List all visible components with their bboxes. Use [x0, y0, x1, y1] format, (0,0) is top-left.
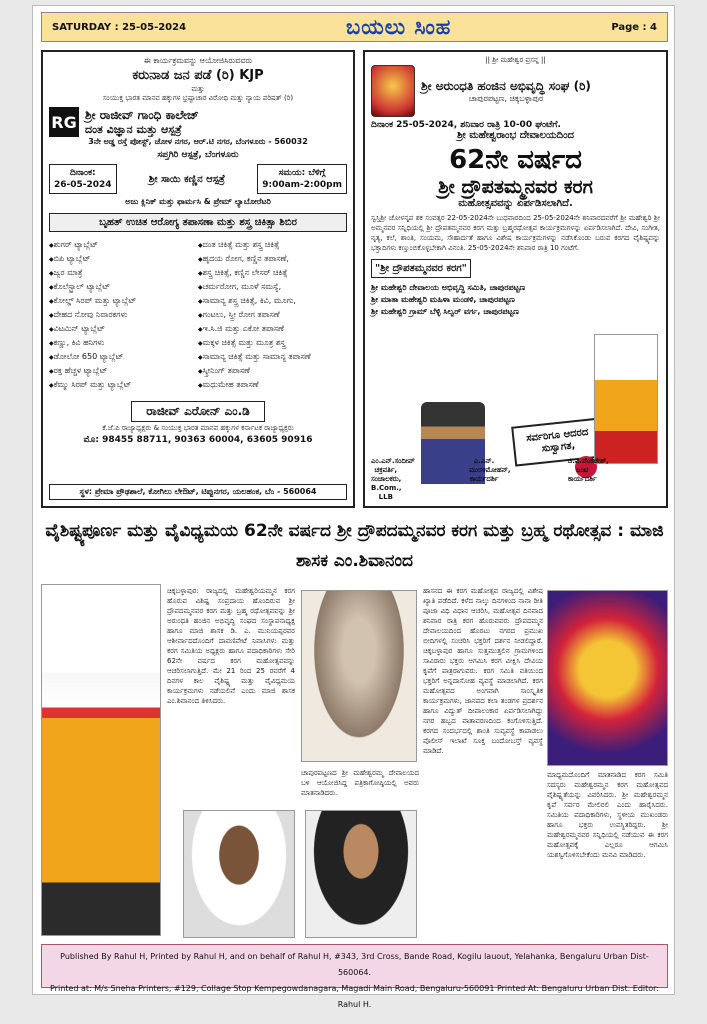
bearer-role: ಕಾರ್ಯದರ್ಶಿ: [469, 475, 499, 483]
list-item: ◆ ಗಂಟಲು, ಸ್ತ್ರೀ ರೋಗ ತಪಾಸಣೆ: [198, 308, 347, 322]
bearer-role: ಜಂಟಿ ಕಾರ್ಯದರ್ಶಿ: [567, 466, 597, 483]
list-item: ◆ ದೇಹದ ನೋವು ನಿವಾರಕಗಳು: [49, 308, 198, 322]
list-item: ◆ ದಂತ ಚಿಕಿತ್ಸೆ ಮತ್ತು ಶಸ್ತ್ರ ಚಿಕಿತ್ಸೆ: [198, 238, 347, 252]
and-text: ಮತ್ತು: [191, 85, 205, 93]
college-logo: RG: [49, 107, 79, 137]
office-bearers: [371, 457, 660, 502]
list-item: ◆ ರಕ್ತ ಹೆಚ್ಚಳ ಟ್ಯಾಬ್ಲೆಟ್: [49, 364, 198, 378]
goddess-image: [371, 65, 415, 117]
list-item: ◆ ವಿಟಮಿನ್ ಟ್ಯಾಬ್ಲೆಟ್: [49, 322, 198, 336]
bearer-role: ಸಂಚಾಲಕರು, B.Com., LLB: [371, 475, 402, 501]
bearer-2: [469, 457, 561, 502]
camp-time-box: [257, 164, 347, 194]
former-mla-photo: [301, 590, 417, 762]
organizer-item: ಶ್ರೀ ಮಾತಾ ಮಹೇಶ್ವರಿ ಮಹಿಳಾ ಮಂಡಳಿ, ಚಾಪುರಪಟ್ಟಣ: [371, 295, 515, 304]
page-number: Page : 4: [611, 21, 657, 33]
article-column-3: ಚಾಪುರಪಟ್ಟಣದ ಶ್ರೀ ಮಹೇಶ್ವರಮ್ಮ ದೇವಾಲಯದ ಬಳಿ ಆಯೋಜಿಸಿದ್ದ ಪತ್ರಿಕಾಗೋಷ್ಠಿಯಲ್ಲಿ ಅವರು ಮಾತನಾಡಿದರು.: [301, 769, 419, 797]
year-heading: 62ನೇ ವರ್ಷದ: [449, 145, 582, 175]
services-lists: [49, 238, 347, 392]
list-item: ◆ ಮಧುಮೇಹ ತಪಾಸಣೆ: [198, 378, 347, 392]
medicine-list: [49, 238, 198, 392]
list-item: ◆ ಇ.ಸಿ.ಜಿ ಮತ್ತು ಎಕೋ ತಪಾಸಣೆ: [198, 322, 347, 336]
footer-line-2: Printed at: M/s Sneha Printers, #129, Collage Stop Kempegowdanagara, Magadi Main Road, Bengaluru-560091 Printed At: Bengaluru Urban Dist. Editor: Rahul H.: [50, 984, 659, 1009]
list-item: ◆ ಸಾಮಾನ್ಯ ಚಿಕಿತ್ಸೆ ಮತ್ತು ಸಾಮಾನ್ಯ ತಪಾಸಣೆ: [198, 350, 347, 364]
college-address: 3ನೇ ಅಡ್ಡ ರಸ್ತೆ ಪೋಸ್ಟ್, ಚೋಳ ನಗರ, ಆರ್.ಟಿ ನಗರ, ಬೆಂಗಳೂರು - 560032: [88, 137, 308, 146]
organizer-line: ಈ ಕಾರ್ಯಕ್ರಮವನ್ನು ಆಯೋಜಿಸಿರುವವರು: [143, 56, 253, 65]
organizer-item: ಶ್ರೀ ಮಹೇಶ್ವರಿ ದೇವಾಲಯ ಅಭಿವೃದ್ಧಿ ಸಮಿತಿ, ಚಾಪುರಪಟ್ಟಣ: [371, 283, 526, 292]
karaga-title: ಶ್ರೀ ದ್ರೌಪತಮ್ಮನವರ ಕರಗ: [438, 176, 593, 198]
issue-date: SATURDAY : 25-05-2024: [52, 21, 187, 33]
second-hospital: ಶ್ರೀ ಸಾಯಿ ಕಣ್ಣಿನ ಆಸ್ಪತ್ರೆ: [148, 173, 225, 185]
list-item: ◆ ಡೋಲೋ 650 ಟ್ಯಾಬ್ಲೆಟ್: [49, 350, 198, 364]
hospital-name: ಸಪ್ತಗಿರಿ ಆಸ್ಪತ್ರೆ, ಬೆಂಗಳೂರು: [157, 150, 239, 160]
mahotsava-line: ಮಹೋತ್ಸವವನ್ನು ಏರ್ಪಡಿಸಲಾಗಿದೆ.: [458, 198, 573, 209]
association-place: ಚಾಪುರಪಟ್ಟಣ, ಚಿಕ್ಕಬಳ್ಳಾಪುರ: [468, 93, 544, 103]
association-name: ಶ್ರೀ ಅರುಂಧತಿ ಹಂಜಿನ ಅಭಿವೃದ್ಧಿ ಸಂಘ (ರಿ): [421, 78, 591, 93]
list-item: ◆ ಕೋಲ್ಡ್ ಸಿರಪ್ ಮತ್ತು ಟ್ಯಾಬ್ಲೆಟ್: [49, 294, 198, 308]
date-label: ದಿನಾಂಕ:: [69, 168, 96, 178]
list-item: ◆ ಶುಗರ್ ಟ್ಯಾಬ್ಲೆಟ್: [49, 238, 198, 252]
festival-description: ಸ್ವಸ್ತಿಶ್ರೀ ಚೋಳನೃಪ ಶಕ ಸಂವತ್ಸರ 22-05-2024ನೇ ಬುಧವಾರದಿಂದ 25-05-2024ನೇ ಶನಿವಾರದವರೆಗೆ ಶ್ರೀ ಮಹೇಶ್ವರಿ ಶ್ರೀ ಅಮ್ಮನವರ ಸನ್ನಿಧಿಯಲ್ಲಿ ಶ್ರೀ ದ್ರೌಪತಮ್ಮನವರ ಕರಗ ಮತ್ತು ಬ್ರಹ್ಮರಥೋತ್ಸವ ಕಾರ್ಯಕ್ರಮಗಳನ್ನು ಏರ್ಪಡಿಸಲಾಗಿದೆ. ದೇವಿ, ಸಂಗೀತ, ನೃತ್ಯ, ಕಲೆ, ಶಾಂತಿ, ಸಂಯಮ, ಸೌಹಾರ್ದತೆ ಹಾಗೂ ವಿಶೇಷ ಕಾರ್ಯಕ್ರಮಗಳನ್ನು ನಡೆಸಿಕೊಂಡು ಬರುವ ಕರಗದ ವೈಶಿಷ್ಟ್ಯವನ್ನು ಭಕ್ತಾದಿಗಳು ಕಣ್ತುಂಬಿಕೊಳ್ಳಬೇಕಾಗಿ ವಿನಂತಿ. 25-05-2024ನೇ ಶನಿವಾರ ರಾತ್ರಿ 10 ಗಂಟೆಗೆ.: [371, 214, 660, 252]
camp-title: ಬೃಹತ್ ಉಚಿತ ಆರೋಗ್ಯ ತಪಾಸಣಾ ಮತ್ತು ಶಸ್ತ್ರ ಚಿಕಿತ್ಸಾ ಶಿಬಿರ: [49, 213, 347, 232]
person-photo-1: [183, 810, 295, 938]
welcome-stamp: ಸರ್ವರಿಗೂ ಆದರದ ಸುಸ್ವಾಗತ,: [511, 417, 605, 466]
list-item: ◆ ಚರ್ಮರೋಗ, ಮೂಳೆ ಸಮಸ್ಯೆ,: [198, 280, 347, 294]
party-name: ಕರುನಾಡ ಜನ ಪಡೆ (ರಿ) KJP: [132, 68, 264, 83]
list-item: ◆ ಕೊಲೆಸ್ಟ್ರಾಲ್ ಟ್ಯಾಬ್ಲೆಟ್: [49, 280, 198, 294]
publisher-footer: [41, 944, 668, 1009]
doctor-designation: ಕೆ.ಜೆ.ಪಿ ರಾಜ್ಯಾಧ್ಯಕ್ಷರು & ಸಂಯುಕ್ತ ಭಾರತ ಮಾನವ ಹಕ್ಕುಗಳ ಕರ್ನಾಟಕ ರಾಜ್ಯಾಧ್ಯಕ್ಷರು: [102, 424, 294, 432]
contact-phone: ಮೊ: 98455 88711, 90363 60004, 63605 90916: [83, 435, 313, 445]
list-item: ◆ ಜ್ವರ ಮಾತ್ರೆ: [49, 266, 198, 280]
newspaper-title: ಬಯಲು ಸಿಂಹ: [346, 14, 452, 39]
list-item: ◆ ಮಕ್ಕಳ ಚಿಕಿತ್ಸೆ ಮತ್ತು ಮೂತ್ರ ಶಸ್ತ್ರ: [198, 336, 347, 350]
invocation: || ಶ್ರೀ ಮಹೇಶ್ವರ ಪ್ರಸನ್ನ ||: [485, 56, 546, 64]
list-item: ◆ ಕಣ್ಣು, ಕಿವಿ ಹನಿಗಳು: [49, 336, 198, 350]
karaga-label-box: "ಶ್ರೀ ದ್ರೌಪತಮ್ಮನವರ ಕರಗ": [371, 259, 471, 278]
camp-date-box: [49, 164, 117, 194]
camp-date: 26-05-2024: [54, 180, 112, 190]
karaga-bearer-photo: [41, 584, 161, 936]
karaga-photo: [594, 334, 658, 464]
camp-time: 9:00am-2:00pm: [262, 180, 342, 190]
bearer-3: [568, 457, 660, 502]
bearer-name: ಎಂ.ಎನ್.ಸಂದೀಪ್ ಚಕ್ರವರ್ತಿ,: [371, 457, 415, 474]
person-photo-2: [305, 810, 417, 938]
treatment-list: [198, 238, 347, 392]
newspaper-page: [32, 5, 675, 1009]
footer-line-1: Published By Rahul H, Printed by Rahul H, and on behalf of Rahul H, #343, 3rd Cross, Bande Road, Kogilu lauout, Yelahanka, Bengaluru Urban Dist-560064.: [60, 952, 649, 977]
karaga-festival-ad: [363, 50, 668, 508]
event-date-line: ದಿನಾಂಕ 25-05-2024, ಶನಿವಾರ ರಾತ್ರಿ 10-00 ಘಂಟೆಗೆ.: [371, 120, 561, 130]
time-label: ಸಮಯ: ಬೆಳಿಗ್ಗೆ: [278, 168, 326, 178]
list-item: ◆ ಸಾಮಾನ್ಯ ಶಸ್ತ್ರ ಚಿಕಿತ್ಸೆ, ಕಿವಿ, ಮೂಗು,: [198, 294, 347, 308]
bearer-name: ಎ.ಎನ್. ಮುರಳಿಮೋಹನ್,: [469, 457, 511, 474]
sub-organization: ಸಂಯುಕ್ತ ಭಾರತ ಮಾನವ ಹಕ್ಕುಗಳ ಭ್ರಷ್ಟಾಚಾರ ವಿರೋಧಿ ಮತ್ತು ನ್ಯಾಯ ಪರಿಷತ್ (ರಿ): [102, 94, 294, 102]
masthead: [41, 12, 668, 42]
list-item: ◆ ಬಿಪಿ ಟ್ಯಾಬ್ಲೆಟ್: [49, 252, 198, 266]
list-item: ◆ ಸ್ಕ್ರೀನಿಂಗ್ ತಪಾಸಣೆ: [198, 364, 347, 378]
article-headline: ವೈಶಿಷ್ಟ್ಯಪೂರ್ಣ ಮತ್ತು ವೈವಿಧ್ಯಮಯ 62ನೇ ವರ್ಷದ ಶ್ರೀ ದ್ರೌಪದಮ್ಮನವರ ಕರಗ ಮತ್ತು ಬ್ರಹ್ಮ ರಥೋತ್ಸವ : ಮಾಜಿ ಶಾಸಕ ಎಂ.ಶಿವಾನಂದ: [45, 521, 664, 571]
clinic-name: ಅಜು ಕ್ಲಿನಿಕ್ ಮತ್ತು ಫಾರ್ಮಸಿ & ಪ್ರೇಮ್ ಲ್ಯಾಬೋರೆಟರಿ: [125, 197, 271, 206]
article-column-2: ಹಾಸನದ ಈ ಕರಗ ಮಹೋತ್ಸವ ರಾಜ್ಯದಲ್ಲಿ ವಿಶೇಷ ಖ್ಯಾತಿ ಪಡೆದಿದೆ. ಕಳೆದ ನಾಲ್ಕು ದಿನಗಳಿಂದ ನಾನಾ ರೀತಿ ಪೂಜಾ ವಿಧಿ ವಿಧಾನ ಆಚರಿಸಿ, ಮಹೋತ್ಸವ ದಿನವಾದ ಶನಿವಾರ ರಾತ್ರಿ ಕರಗ ಹೊರುವವರು ದ್ರೌಪದಮ್ಮನ ದೇವಾಲಯದಿಂದ ಹೊರಟು ನಗರದ ಪ್ರಮುಖ ಬೀದಿಗಳಲ್ಲಿ ಸಂಚರಿಸಿ ಭಕ್ತರಿಗೆ ದರ್ಶನ ನೀಡಲಿದ್ದಾರೆ. ಚಿಕ್ಕಬಳ್ಳಾಪುರ ಹಾಗೂ ಸುತ್ತಮುತ್ತಲಿನ ಗ್ರಾಮಗಳಿಂದ ಸಾವಿರಾರು ಭಕ್ತರು ಆಗಮಿಸಿ ಕರಗ ವೀಕ್ಷಿಸಿ ದೇವಿಯ ಕೃಪೆಗೆ ಪಾತ್ರರಾಗುವರು. ಕರಗ ಸಮಿತಿ ವತಿಯಿಂದ ಭಕ್ತರಿಗೆ ಅನ್ನದಾಸೋಹ ವ್ಯವಸ್ಥೆ ಮಾಡಲಾಗಿದೆ. ಕರಗ ಮಹೋತ್ಸವದ ಅಂಗವಾಗಿ ಸಾಂಸ್ಕೃತಿಕ ಕಾರ್ಯಕ್ರಮಗಳು, ಜಾನಪದ ಕಲಾ ತಂಡಗಳ ಪ್ರದರ್ಶನ ಹಾಗೂ ವಿದ್ಯುತ್ ದೀಪಾಲಂಕಾರ ಏರ್ಪಡಿಸಲಾಗಿದ್ದು ನಗರ ಹಬ್ಬದ ವಾತಾವರಣದಿಂದ ಕಂಗೊಳಿಸುತ್ತಿದೆ. ಕರಗದ ಸಂದರ್ಭದಲ್ಲಿ ಶಾಂತಿ ಸುವ್ಯವಸ್ಥೆ ಕಾಪಾಡಲು ಪೊಲೀಸ್ ಇಲಾಖೆ ಸೂಕ್ತ ಬಂದೋಬಸ್ತ್ ವ್ಯವಸ್ಥೆ ಮಾಡಿದೆ.: [423, 587, 543, 755]
goddess-photo: [547, 590, 668, 766]
temple-name: ಶ್ರೀ ಮಹೇಶ್ವರಾಂಭ ದೇವಾಲಯದಿಂದ: [456, 130, 575, 141]
list-item: ◆ ಹೃದಯ ರೋಗ, ಕಣ್ಣಿನ ತಪಾಸಣೆ,: [198, 252, 347, 266]
college-name: ಶ್ರೀ ರಾಜೀವ್ ಗಾಂಧಿ ಕಾಲೇಜ್: [85, 107, 199, 122]
article-column-1: ಚಿಕ್ಕಬಳ್ಳಾಪುರ: ರಾಜ್ಯದಲ್ಲಿ ಮಹೇಶ್ವರಿಯಮ್ಮನ ಕರಗ ಹೊರುವ ವಿಶಿಷ್ಟ ಸಂಪ್ರದಾಯ ಹೊಂದಿರುವ ಶ್ರೀ ದ್ರೌಪದಮ್ಮನವರ ಕರಗ ಮತ್ತು ಬ್ರಹ್ಮ ರಥೋತ್ಸವವನ್ನು ಶ್ರೀ ಅರುಂಧತಿ ಹಂಜಿನ ಅಭಿವೃದ್ಧಿ ಸಂಘದ ಸಂಸ್ಥಾಪನಾಧ್ಯಕ್ಷ ಹಾಗೂ ಮಾಜಿ ಶಾಸಕ ಡಿ. ಎ. ಮುನಿಯಪ್ಪರವರ ಆಶೀರ್ವಾದದೊಂದಿಗೆ ದಾವಣಿಪೇಟೆ ನಿವಾಸಿಗಳು ಮತ್ತು ಕರಗ ಸಮಿತಿಯ ಅಧ್ಯಕ್ಷರು ಹಾಗೂ ಪದಾಧಿಕಾರಿಗಳು ಸೇರಿ 62ನೇ ವರ್ಷದ ಕರಗ ಮಹೋತ್ಸವವನ್ನು ಆಚರಿಸಲಾಗುತ್ತಿದೆ. ಮೇ 21 ರಿಂದ 25 ರವರೆಗೆ 4 ದಿನಗಳ ಕಾಲ ವೈಶಿಷ್ಟ್ಯ ಮತ್ತು ವೈವಿಧ್ಯಮಯ ಕಾರ್ಯಕ್ರಮಗಳು ನಡೆಯಲಿವೆ ಎಂದು ಮಾಜಿ ಶಾಸಕ ಎಂ.ಶಿವಾನಂದ ತಿಳಿಸಿದರು.: [167, 587, 295, 705]
list-item: ◆ ಶಸ್ತ್ರ ಚಿಕಿತ್ಸೆ, ಕಣ್ಣಿನ ಲೇಸರ್ ಚಿಕಿತ್ಸೆ: [198, 266, 347, 280]
list-item: ◆ ಕೆಮ್ಮು ಸಿರಪ್ ಮತ್ತು ಟ್ಯಾಬ್ಲೆಟ್: [49, 378, 198, 392]
article-column-4: ಮಾಧ್ಯಮದೊಂದಿಗೆ ಮಾತನಾಡಿದ ಕರಗ ಸಮಿತಿ ಸದಸ್ಯರು ಮಹೇಶ್ವರಮ್ಮನ ಕರಗ ಮಹೋತ್ಸವದ ವೈಶಿಷ್ಟ್ಯತೆಯನ್ನು ವಿವರಿಸಿದರು. ಶ್ರೀ ಮಹೇಶ್ವರಮ್ಮನ ಕೃಪೆ ಸರ್ವರ ಮೇಲಿರಲಿ ಎಂದು ಹಾರೈಸಿದರು. ಸಮಿತಿಯ ಪದಾಧಿಕಾರಿಗಳು, ಸ್ಥಳೀಯ ಮುಖಂಡರು ಹಾಗೂ ಭಕ್ತರು ಉಪಸ್ಥಿತರಿದ್ದರು. ಶ್ರೀ ಮಹೇಶ್ವರಮ್ಮನವರ ಸನ್ನಿಧಿಯಲ್ಲಿ ನಡೆಯುವ ಈ ಕರಗ ಮಹೋತ್ಸವಕ್ಕೆ ಎಲ್ಲರೂ ಆಗಮಿಸಿ ಯಶಸ್ವಿಗೊಳಿಸಬೇಕೆಂದು ಮನವಿ ಮಾಡಿದರು.: [547, 771, 668, 859]
organizers-list: [371, 282, 660, 318]
organizer-item: ಶ್ರೀ ಮಹೇಶ್ವರಿ ಗ್ರಾಮ್ ಬೆಳ್ಳಿ ಸಿಲ್ವರ್ ವರ್ಗ, ಚಾಪುರಪಟ್ಟಣ: [371, 307, 519, 316]
department-name: ದಂತ ವಿಜ್ಞಾನ ಮತ್ತು ಆಸ್ಪತ್ರೆ: [85, 122, 182, 136]
doctor-name: ರಾಜೀವ್ ಎರೋನ್ ಎಂ.ಡಿ: [131, 401, 264, 422]
bearer-name: ಜಿ.ವಿ.ವೆಂಕಟೇಶ್,: [567, 457, 609, 465]
venue-address: ಸ್ಥಳ: ಪ್ರೇಮಾ ಪ್ರೌಢಶಾಲೆ, ಕೋಗಿಲು ಲೇಔಟ್, ಟಿಪ್ಪುನಗರ, ಯಲಹಂಕ, ಬೆಂ - 560064: [49, 484, 347, 500]
health-camp-ad: [41, 50, 355, 508]
bearer-1: [371, 457, 463, 502]
